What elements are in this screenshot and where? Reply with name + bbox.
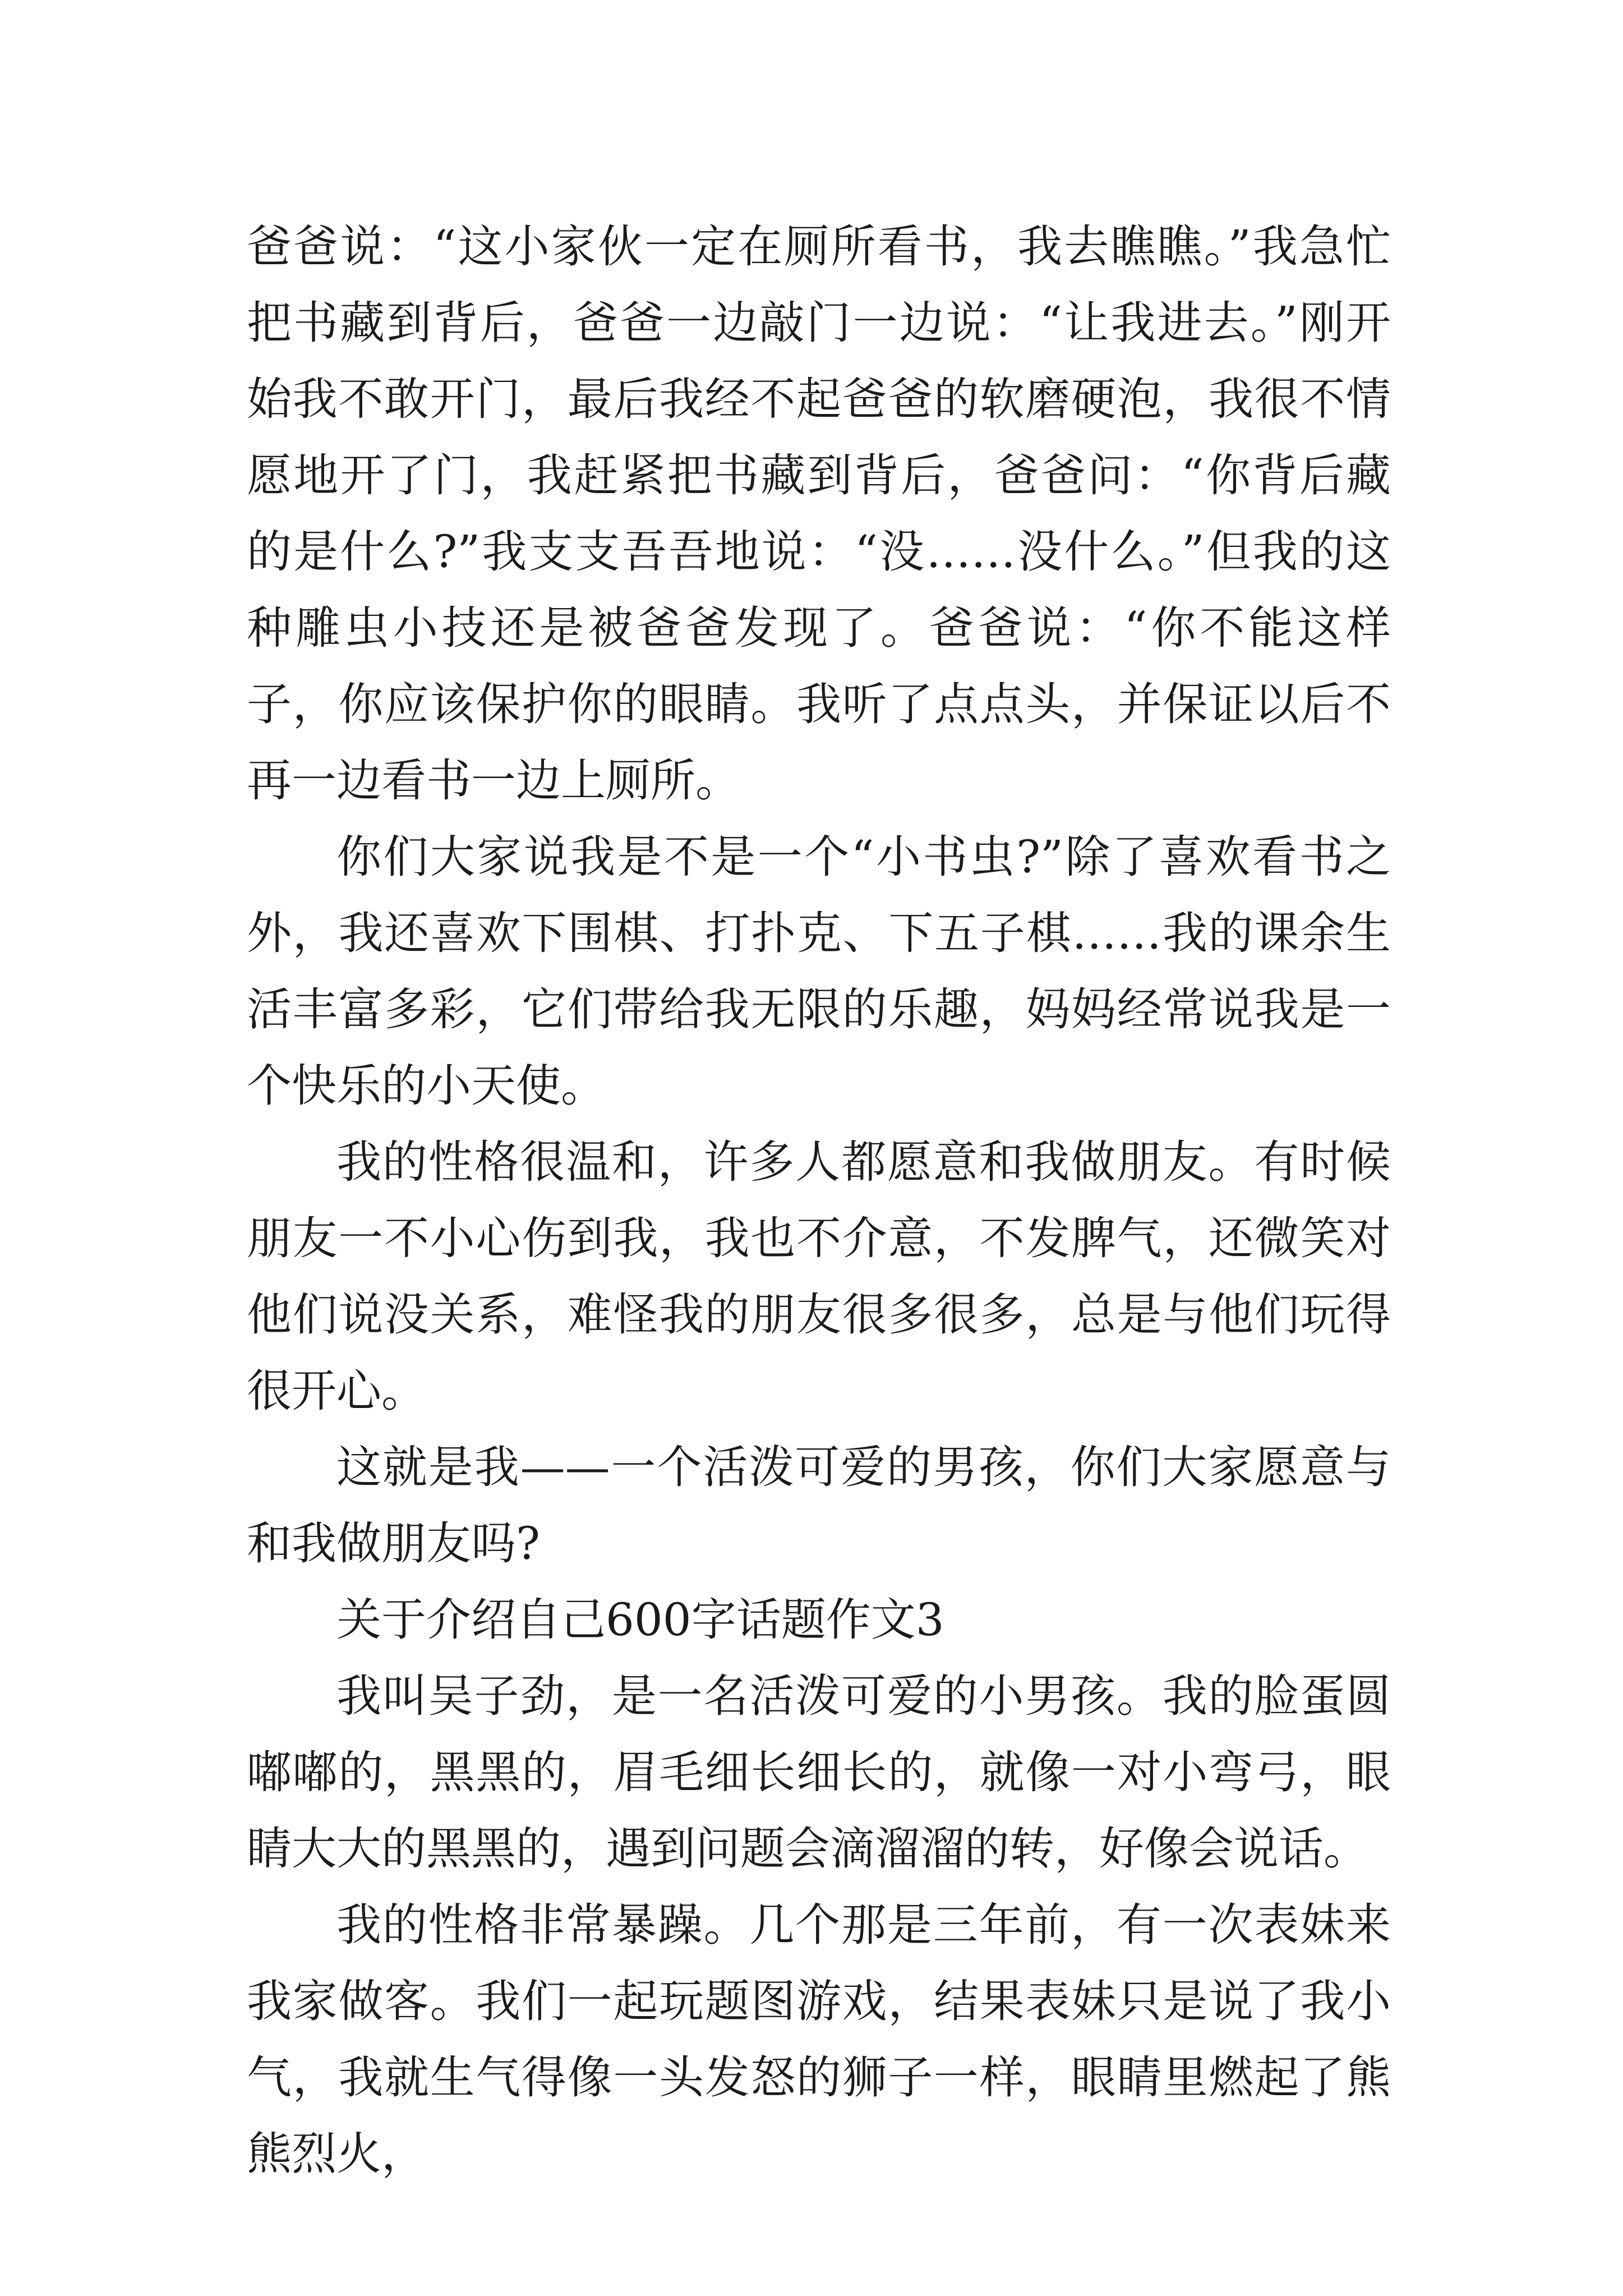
- paragraph-2: 你们大家说我是不是一个“小书虫?”除了喜欢看书之外，我还喜欢下围棋、打扑克、下五子棋……我的课余生活丰富多彩，它们带给我无限的乐趣，妈妈经常说我是一个快乐的小天使。: [247, 831, 1391, 1112]
- paragraph-3: 我的性格很温和，许多人都愿意和我做朋友。有时候朋友一不小心伤到我，我也不介意，不发脾气，还微笑对他们说没关系，难怪我的朋友很多很多，总是与他们玩得很开心。: [247, 1136, 1391, 1417]
- paragraph-5: 我叫吴子劲，是一名活泼可爱的小男孩。我的脸蛋圆嘟嘟的，黑黑的，眉毛细长细长的，就像一对小弯弓，眼睛大大的黑黑的，遇到问题会滴溜溜的转，好像会说话。: [247, 1670, 1391, 1875]
- paragraph-1: 爸爸说：“这小家伙一定在厕所看书，我去瞧瞧。”我急忙把书藏到背后，爸爸一边敲门一边说：“让我进去。”刚开始我不敢开门，最后我经不起爸爸的软磨硬泡，我很不情愿地开了门，我赶紧把书藏到背后，爸爸问：“你背后藏的是什么?”我支支吾吾地说：“没……没什么。”但我的这种雕虫小技还是被爸爸发现了。爸爸说：“你不能这样子，你应该保护你的眼睛。我听了点点头，并保证以后不再一边看书一边上厕所。: [247, 220, 1391, 807]
- document-body: [247, 209, 1391, 2192]
- paragraph-6: 我的性格非常暴躁。几个那是三年前，有一次表妹来我家做客。我们一起玩题图游戏，结果表妹只是说了我小气，我就生气得像一头发怒的狮子一样，眼睛里燃起了熊熊烈火，: [247, 1899, 1391, 2180]
- paragraph-4: 这就是我——一个活泼可爱的男孩，你们大家愿意与和我做朋友吗?: [247, 1441, 1391, 1570]
- section-heading: 关于介绍自己600字话题作文3: [336, 1594, 944, 1646]
